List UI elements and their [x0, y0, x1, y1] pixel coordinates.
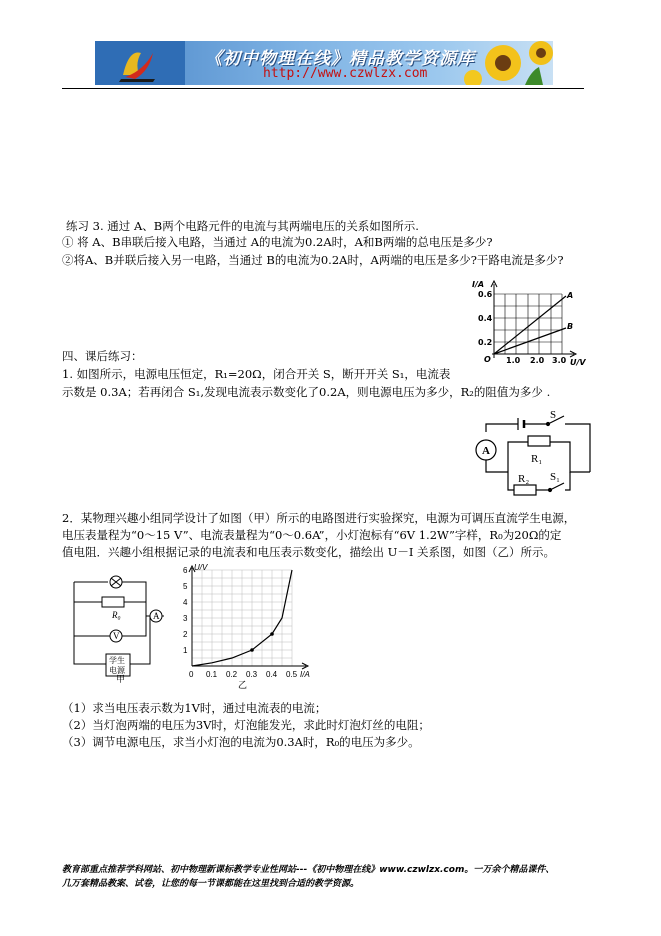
chart-x-tick-label: 0.2 [226, 670, 238, 679]
circuit-jia-ammeter-label: A [153, 611, 160, 621]
practice3-q1: ① 将 A、B串联后接入电路，当通过 A的电流为0.2A时，A和B两端的总电压是多少? [62, 235, 493, 249]
graph1-ytick-04: 0.4 [478, 314, 493, 323]
figure-jia-label: 甲 [116, 674, 126, 684]
circuit-1-diagram [466, 410, 606, 502]
problem2-line1: 2．某物理兴趣小组同学设计了如图（甲）所示的电路图进行实验探究，电源为可调压直流学生电源， [62, 511, 576, 525]
circuit-jia-r0-label: R₀ [112, 610, 121, 620]
graph1-origin: O [484, 355, 491, 364]
circuit-jia-voltmeter-label: V [113, 631, 120, 641]
header-banner [95, 41, 553, 85]
circuit-jia-diagram [66, 566, 178, 684]
chart-y-tick-label: 6 [183, 566, 188, 575]
graph1-xtick-2: 2.0 [530, 356, 545, 365]
circuit-jia-source-label-1: 学生 [109, 656, 125, 665]
iu-graph-ab [462, 278, 592, 370]
practice3-intro: 练习 3. 通过 A、B两个电路元件的电流与其两端电压的关系如图所示. [66, 219, 419, 233]
chart-y-tick-label: 1 [183, 646, 188, 655]
section4-p1-line2: 示数是 0.3A；若再闭合 S₁,发现电流表示数变化了0.2A，则电源电压为多少，R₂的阻值为多少 . [62, 385, 551, 399]
graph1-ylabel: I/A [472, 280, 485, 289]
figure-yi-label: 乙 [238, 680, 248, 690]
circuit1-switch-s-label: S [550, 410, 557, 421]
circuit1-ammeter-label: A [482, 445, 490, 457]
chart-x-tick-label: 0.3 [246, 670, 258, 679]
chart-y-tick-label: 3 [183, 614, 188, 623]
graph1-ytick-06: 0.6 [478, 290, 493, 299]
chart-x-axis-label: I/A [300, 670, 310, 679]
problem2-q1: （1）求当电压表示数为1V时，通过电流表的电流； [62, 701, 327, 715]
chart-x-tick-label: 0 [189, 670, 194, 679]
problem2-line2: 电压表量程为“0～15 V”、电流表量程为“0～0.6A”，小灯泡标有“6V 1.2W”字样，R₀为20Ω的定 [62, 528, 562, 542]
ui-chart [178, 562, 318, 690]
chart-y-tick-label: 4 [183, 598, 188, 607]
circuit-jia-source-label-2: 电源 [109, 666, 125, 675]
chart-x-tick-label: 0.5 [286, 670, 298, 679]
chart-y-tick-label: 5 [183, 582, 188, 591]
section4-p1-line1: 1. 如图所示，电源电压恒定，R₁=20Ω，闭合开关 S，断开开关 S₁，电流表 [62, 367, 451, 381]
chart-x-tick-label: 0.1 [206, 670, 218, 679]
banner-title: 《初中物理在线》精品教学资源库 [205, 49, 475, 69]
circuit1-r2-label: R₂ [518, 473, 530, 485]
footer-line1: 教育部重点推荐学科网站、初中物理新课标教学专业性网站---《初中物理在线》www.czwlzx.com。一万余个精品课件、 [62, 865, 555, 875]
chart-data-point [250, 648, 254, 652]
banner-url: http://www.czwlzx.com [263, 66, 428, 81]
problem2-q3: （3）调节电源电压，求当小灯泡的电流为0.3A时，R₀的电压为多少。 [62, 735, 420, 749]
circuit1-r1-label: R₁ [531, 453, 543, 465]
chart-data-point [270, 632, 274, 636]
circuit1-switch-s1-label: S₁ [550, 471, 560, 483]
chart-x-tick-label: 0.4 [266, 670, 278, 679]
graph1-xtick-1: 1.0 [506, 356, 521, 365]
graph1-xtick-3: 3.0 [552, 356, 567, 365]
graph1-line-b-label: B [567, 322, 574, 331]
sunflower-image [464, 41, 553, 85]
chart-y-axis-label: U/V [194, 563, 208, 572]
problem2-q2: （2）当灯泡两端的电压为3V时，灯泡能发光，求此时灯泡灯丝的电阻； [62, 718, 430, 732]
graph1-xlabel: U/V [570, 358, 586, 367]
chart-y-tick-label: 2 [183, 630, 188, 639]
practice3-q2: ②将A、B并联后接入另一电路，当通过 B的电流为0.2A时，A两端的电压是多少?干路电流是多少? [62, 253, 564, 267]
header-divider [62, 88, 584, 89]
section4-heading: 四、课后练习： [62, 349, 143, 363]
graph1-ytick-02: 0.2 [478, 338, 493, 347]
problem2-line3: 值电阻．兴趣小组根据记录的电流表和电压表示数变化，描绘出 U－I 关系图，如图（乙）所示。 [62, 545, 556, 559]
graph1-line-a-label: A [567, 291, 574, 300]
footer-line2: 几万套精品教案、试卷，让您的每一节课都能在这里找到合适的教学资源。 [62, 879, 360, 889]
